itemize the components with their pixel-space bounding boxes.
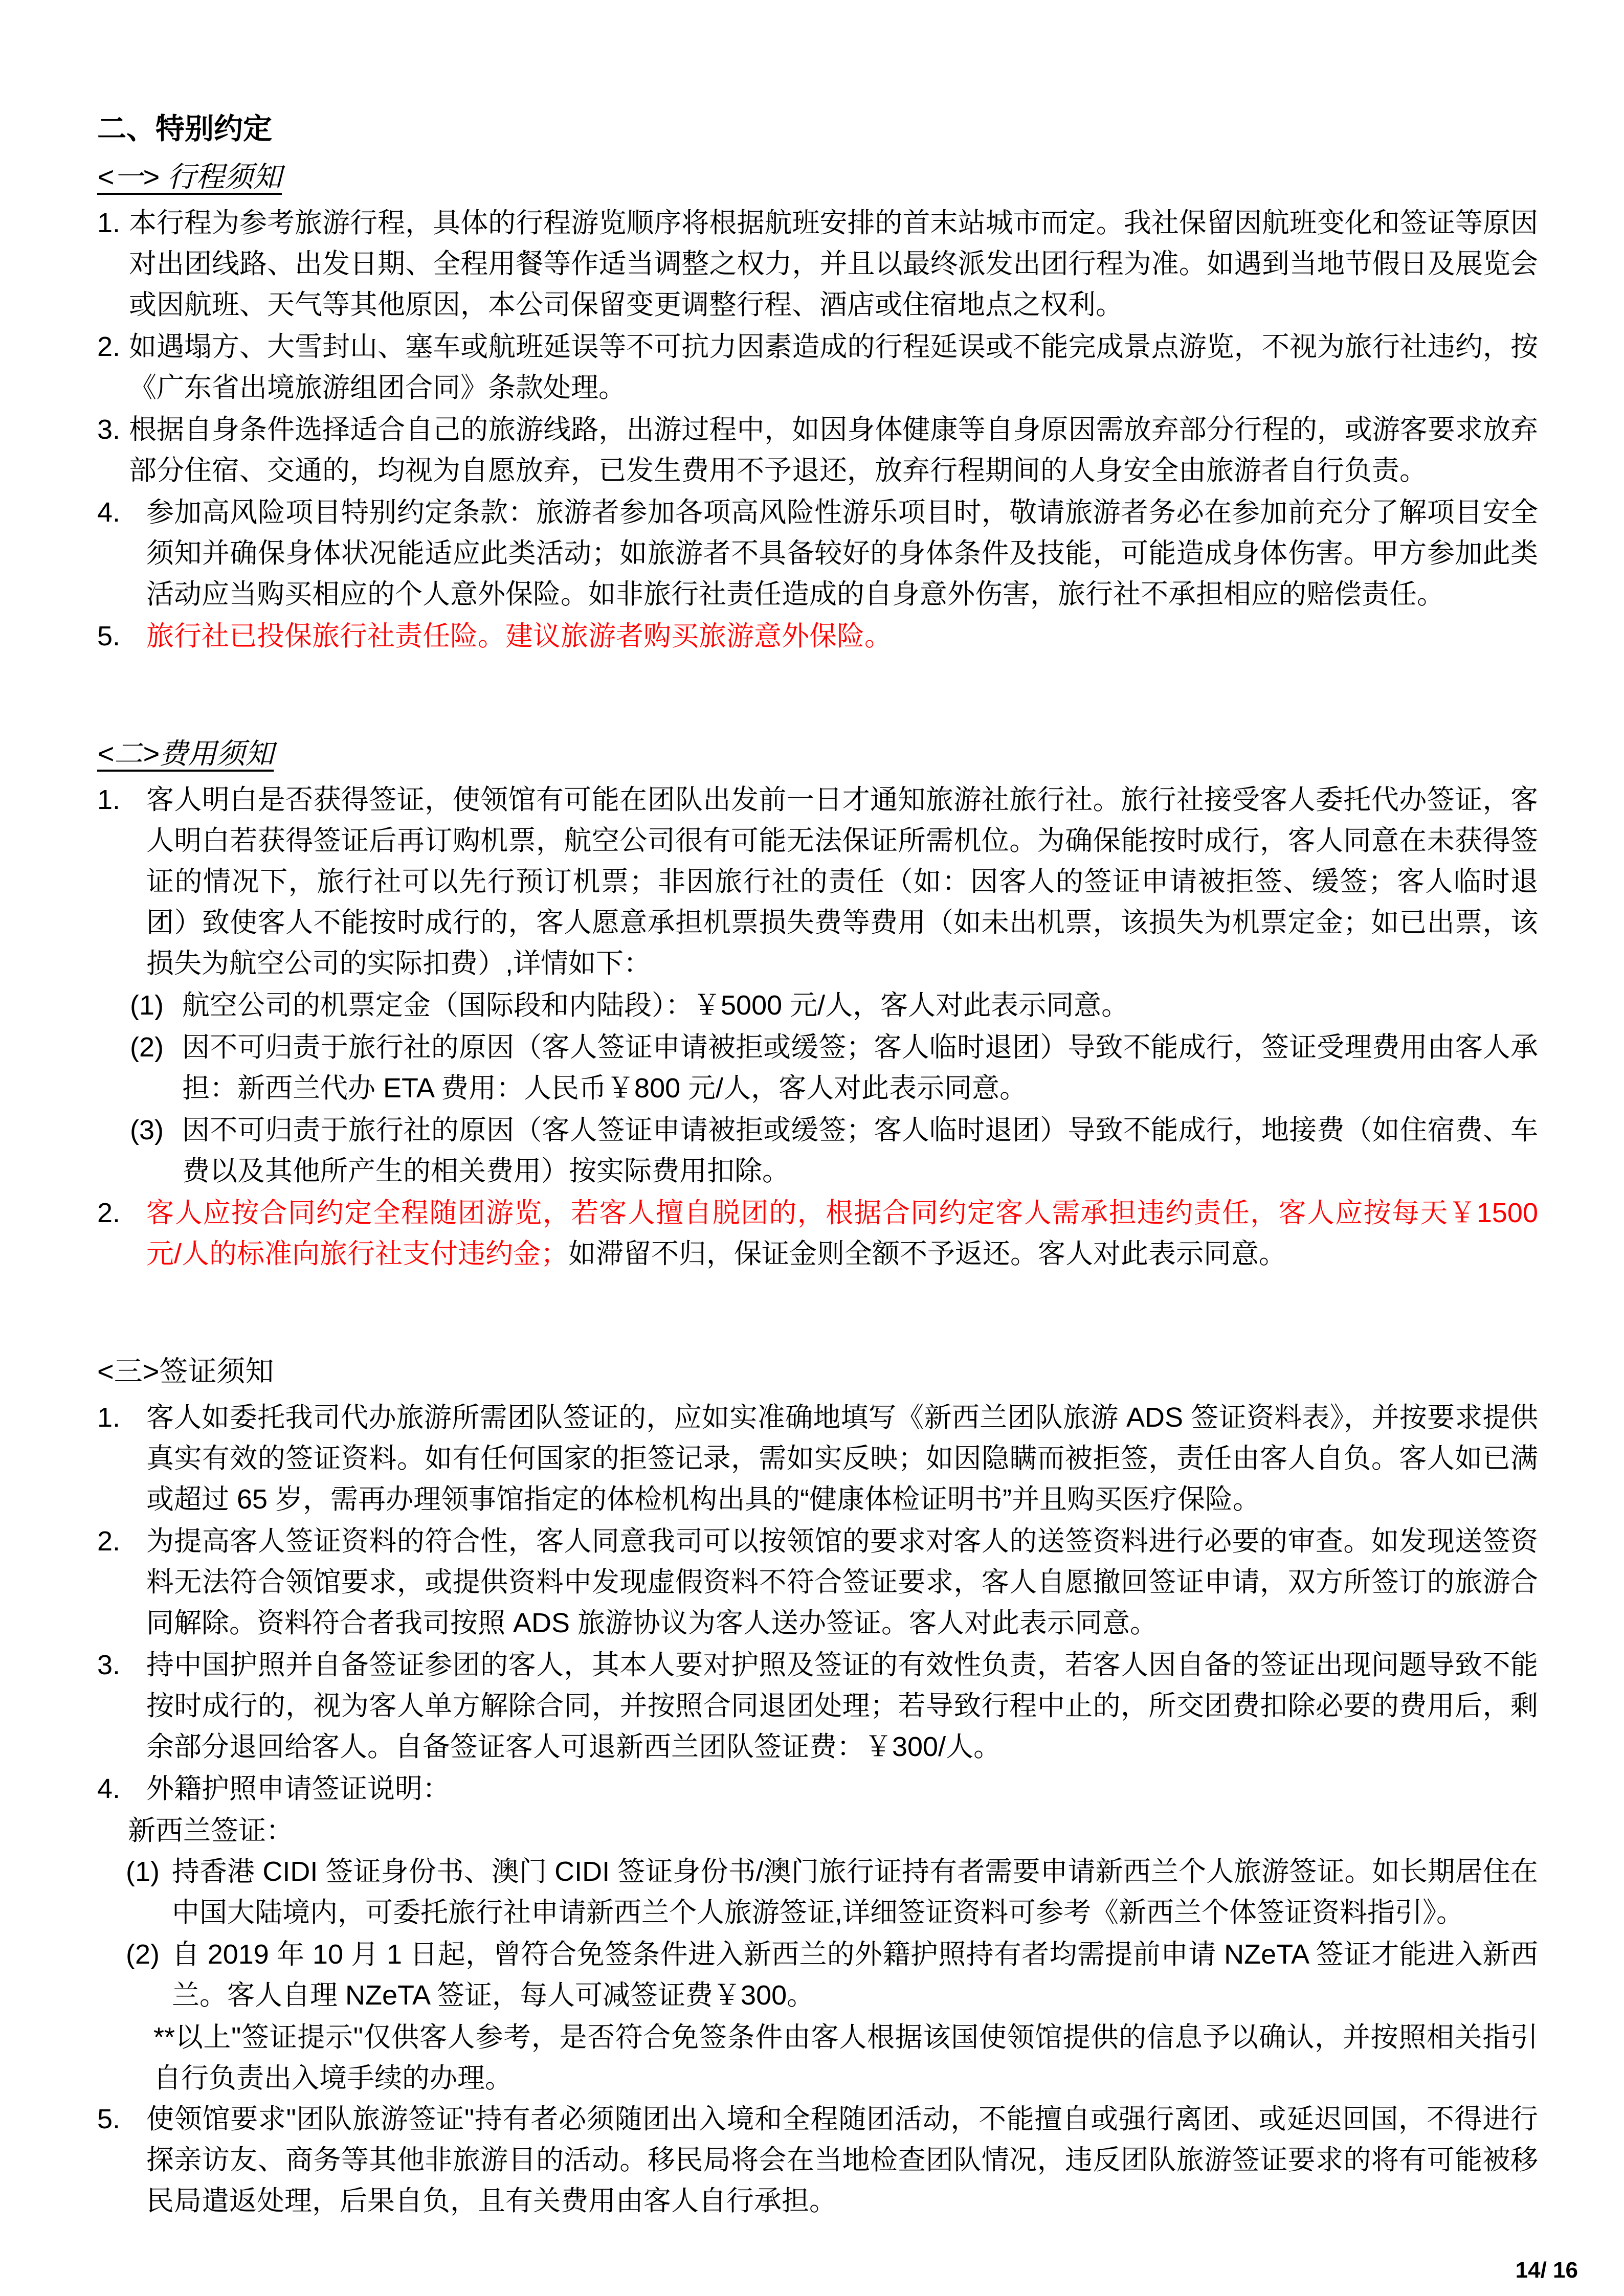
item-text: 使领馆要求"团队旅游签证"持有者必须随团出入境和全程随团活动，不能擅自或强行离团、或延迟回国，不得进行探亲访友、商务等其他非旅游目的活动。移民局将会在当地检查团队情况，违反团队旅游签证要求的将有可能被移民局遣返处理，后果自负，且有关费用由客人自行承担。 [146, 2104, 1538, 2216]
subitem-number: (1) [126, 1856, 160, 1887]
item-text-red: 旅行社已投保旅行社责任险。建议旅游者购买旅游意外保险。 [146, 621, 892, 651]
page-title: 二、特别约定 [97, 112, 272, 145]
fees-item-1 [97, 779, 1538, 984]
visa-item-3 [97, 1645, 1538, 1767]
item-number: 4. [97, 497, 121, 528]
visa-nz-subheading: 新西兰签证： [128, 1815, 294, 1846]
item-text: 为提高客人签证资料的符合性，客人同意我司可以按领馆的要求对客人的送签资料进行必要的审查。如发现送签资料无法符合领馆要求，或提供资料中发现虚假资料不符合签证要求，客人自愿撤回签证申请，双方所签订的旅游合同解除。资料符合者我司按照 ADS 旅游协议为客人送办签证。客人对此表示同意。 [146, 1526, 1538, 1638]
visa-item-4 [97, 1768, 1538, 1809]
item-number: 2. [97, 1198, 121, 1228]
item-text: 如遇塌方、大雪封山、塞车或航班延误等不可抗力因素造成的行程延误或不能完成景点游览，不视为旅行社违约，按《广东省出境旅游组团合同》条款处理。 [129, 331, 1538, 403]
item-number: 2. [97, 331, 121, 362]
page-number: 14/ 16 [1515, 2258, 1578, 2283]
item-text: 本行程为参考旅游行程，具体的行程游览顺序将根据航班安排的首末站城市而定。我社保留因航班变化和签证等原因对出团线路、出发日期、全程用餐等作适当调整之权力，并且以最终派发出团行程为准。如遇到当地节假日及展览会或因航班、天气等其他原因，本公司保留变更调整行程、酒店或住宿地点之权利。 [129, 208, 1538, 320]
fees-subitem-3 [130, 1110, 1538, 1191]
subitem-number: (1) [130, 990, 164, 1021]
visa-nz-subitem-2 [126, 1934, 1538, 2016]
subitem-number: (2) [126, 1939, 160, 1970]
subitem-number: (2) [130, 1032, 164, 1063]
subitem-text: 因不可归责于旅行社的原因（客人签证申请被拒或缓签；客人临时退团）导致不能成行，地接费（如住宿费、车费以及其他所产生的相关费用）按实际费用扣除。 [182, 1115, 1538, 1186]
subitem-number: (3) [130, 1115, 164, 1145]
itinerary-item-5-insurance [97, 616, 1538, 657]
item-number: 1. [97, 1402, 121, 1433]
item-number: 4. [97, 1773, 121, 1804]
visa-note: **以上"签证提示"仅供客人参考，是否符合免签条件由客人根据该国使领馆提供的信息予以确认，并按照相关指引自行负责出入境手续的办理。 [153, 2022, 1538, 2094]
subitem-text: 因不可归责于旅行社的原因（客人签证申请被拒或缓签；客人临时退团）导致不能成行，签证受理费用由客人承担：新西兰代办 ETA 费用：人民币￥800 元/人，客人对此表示同意。 [182, 1032, 1538, 1104]
itinerary-item-4 [97, 492, 1538, 615]
visa-item-2 [97, 1521, 1538, 1644]
fees-item-2-penalty [97, 1192, 1538, 1274]
itinerary-item-3 [97, 409, 1538, 491]
item-text: 客人明白是否获得签证，使领馆有可能在团队出发前一日才通知旅游社旅行社。旅行社接受客人委托代办签证，客人明白若获得签证后再订购机票，航空公司很有可能无法保证所需机位。为确保能按时成行，客人同意在未获得签证的情况下，旅行社可以先行预订机票；非因旅行社的责任（如：因客人的签证申请被拒签、缓签；客人临时退团）致使客人不能按时成行的，客人愿意承担机票损失费等费用（如未出机票，该损失为机票定金；如已出票，该损失为航空公司的实际扣费）,详情如下： [146, 784, 1538, 979]
item-number: 3. [97, 1650, 121, 1680]
item-text: 根据自身条件选择适合自己的旅游线路，出游过程中，如因身体健康等自身原因需放弃部分行程的，或游客要求放弃部分住宿、交通的，均视为自愿放弃，已发生费用不予退还，放弃行程期间的人身安全由旅游者自行负责。 [129, 414, 1538, 486]
item-number: 1. [97, 784, 121, 815]
item-text: 参加高风险项目特别约定条款：旅游者参加各项高风险性游乐项目时，敬请旅游者务必在参加前充分了解项目安全须知并确保身体状况能适应此类活动；如旅游者不具备较好的身体条件及技能，可能造成身体伤害。甲方参加此类活动应当购买相应的个人意外保险。如非旅行社责任造成的自身意外伤害，旅行社不承担相应的赔偿责任。 [146, 497, 1538, 610]
subitem-text: 自 2019 年 10 月 1 日起，曾符合免签条件进入新西兰的外籍护照持有者均需提前申请 NZeTA 签证才能进入新西兰。客人自理 NZeTA 签证，每人可减签证费￥300。 [172, 1939, 1538, 2011]
itinerary-item-2 [97, 326, 1538, 408]
item-number: 5. [97, 621, 121, 651]
visa-nz-subitem-1 [126, 1851, 1538, 1933]
item-text: 持中国护照并自备签证参团的客人，其本人要对护照及签证的有效性负责，若客人因自备的签证出现问题导致不能按时成行的，视为客人单方解除合同，并按照合同退团处理；若导致行程中止的，所交团费扣除必要的费用后，剩余部分退回给客人。自备签证客人可退新西兰团队签证费：￥300/人。 [146, 1650, 1538, 1762]
item-number: 5. [97, 2104, 121, 2134]
item-text-red: 客人应按合同约定全程随团游览，若客人擅自脱团的，根据合同约定客人需承担违约责任，客人应按每天￥1500 元/人的标准向旅行社支付违约金； [146, 1198, 1538, 1269]
item-text: 如滞留不归，保证金则全额不予返还。客人对此表示同意。 [568, 1239, 1287, 1269]
item-number: 1. [97, 208, 121, 238]
visa-item-1 [97, 1397, 1538, 1520]
section-heading-visa: <三>签证须知 [97, 1355, 274, 1387]
item-text: 外籍护照申请签证说明： [146, 1773, 450, 1804]
item-number: 2. [97, 1526, 121, 1557]
itinerary-item-1 [97, 202, 1538, 325]
subitem-text: 持香港 CIDI 签证身份书、澳门 CIDI 签证身份书/澳门旅行证持有者需要申请新西兰个人旅游签证。如长期居住在中国大陆境内，可委托旅行社申请新西兰个人旅游签证,详细签证资料可参考《新西兰个体签证资料指引》。 [172, 1856, 1538, 1928]
item-number: 3. [97, 414, 121, 445]
section-heading-fees: <二>费用须知 [97, 737, 274, 770]
item-text: 客人如委托我司代办旅游所需团队签证的，应如实准确地填写《新西兰团队旅游 ADS 签证资料表》，并按要求提供真实有效的签证资料。如有任何国家的拒签记录，需如实反映；如因隐瞒而被拒签，责任由客人自负。客人如已满或超过 65 岁，需再办理领事馆指定的体检机构出具的“健康体检证明书”并且购买医疗保险。 [146, 1402, 1538, 1515]
fees-subitem-1 [130, 985, 1538, 1026]
fees-subitem-2 [130, 1027, 1538, 1109]
visa-item-5 [97, 2099, 1538, 2221]
subitem-text: 航空公司的机票定金（国际段和内陆段）：￥5000 元/人，客人对此表示同意。 [182, 990, 1129, 1021]
section-heading-itinerary: <一> 行程须知 [97, 161, 282, 193]
